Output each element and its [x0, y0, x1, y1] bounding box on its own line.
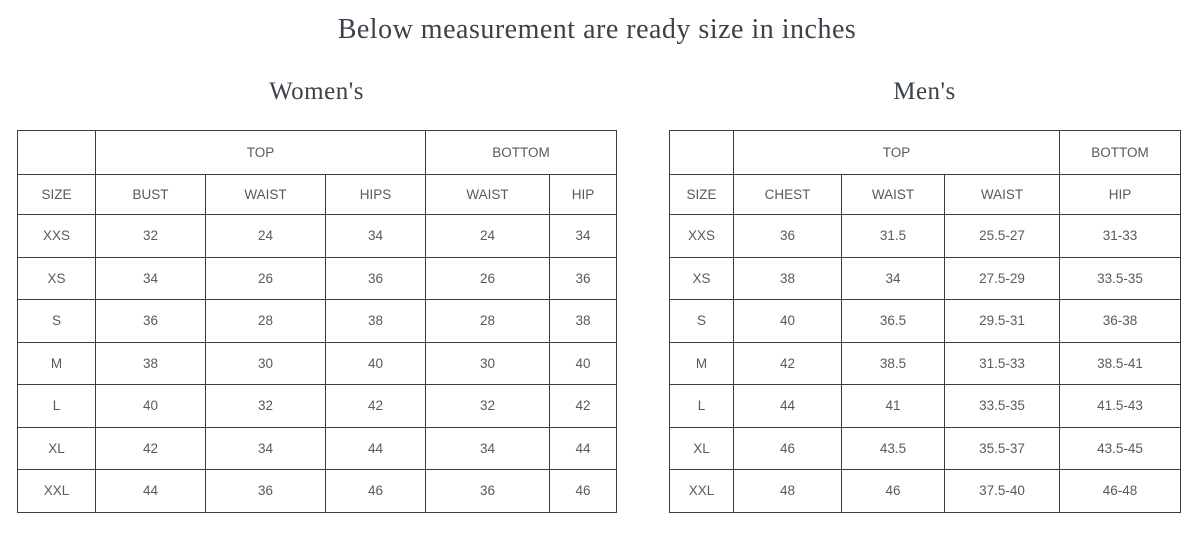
- mens-empty-corner-cell: [670, 131, 734, 175]
- mens-size-table: [669, 130, 1181, 513]
- table-row: [670, 342, 1181, 385]
- value-cell: 34: [550, 215, 617, 258]
- womens-col-bust: BUST: [96, 175, 206, 215]
- value-cell: 36: [426, 470, 550, 513]
- value-cell: 24: [206, 215, 326, 258]
- womens-empty-corner-cell: [18, 131, 96, 175]
- womens-bottom-group-header: BOTTOM: [426, 131, 617, 175]
- womens-col-hip: HIP: [550, 175, 617, 215]
- value-cell: 43.5-45: [1060, 427, 1181, 470]
- value-cell: 33.5-35: [1060, 257, 1181, 300]
- size-cell: XXL: [18, 470, 96, 513]
- value-cell: 36: [206, 470, 326, 513]
- table-row: [670, 427, 1181, 470]
- value-cell: 46: [734, 427, 842, 470]
- value-cell: 26: [426, 257, 550, 300]
- value-cell: 41.5-43: [1060, 385, 1181, 428]
- value-cell: 35.5-37: [945, 427, 1060, 470]
- value-cell: 31.5-33: [945, 342, 1060, 385]
- size-cell: XXS: [670, 215, 734, 258]
- mens-col-waist-bottom: WAIST: [945, 175, 1060, 215]
- mens-top-group-header: TOP: [734, 131, 1060, 175]
- value-cell: 43.5: [842, 427, 945, 470]
- page-title: Below measurement are ready size in inches: [337, 14, 857, 45]
- mens-col-size: SIZE: [670, 175, 734, 215]
- table-row: [18, 300, 617, 343]
- size-cell: L: [18, 385, 96, 428]
- value-cell: 48: [734, 470, 842, 513]
- table-row: [18, 342, 617, 385]
- value-cell: 30: [206, 342, 326, 385]
- value-cell: 38.5: [842, 342, 945, 385]
- value-cell: 40: [326, 342, 426, 385]
- size-cell: L: [670, 385, 734, 428]
- value-cell: 29.5-31: [945, 300, 1060, 343]
- value-cell: 30: [426, 342, 550, 385]
- value-cell: 37.5-40: [945, 470, 1060, 513]
- table-row: [18, 427, 617, 470]
- value-cell: 38: [326, 300, 426, 343]
- value-cell: 34: [426, 427, 550, 470]
- value-cell: 36: [550, 257, 617, 300]
- value-cell: 41: [842, 385, 945, 428]
- value-cell: 38: [734, 257, 842, 300]
- value-cell: 32: [96, 215, 206, 258]
- womens-size-table: [17, 130, 617, 513]
- table-row: [670, 215, 1181, 258]
- value-cell: 36.5: [842, 300, 945, 343]
- table-row: [670, 385, 1181, 428]
- value-cell: 34: [206, 427, 326, 470]
- table-row: [670, 300, 1181, 343]
- womens-group-header-row: [18, 131, 617, 175]
- value-cell: 25.5-27: [945, 215, 1060, 258]
- womens-top-group-header: TOP: [96, 131, 426, 175]
- value-cell: 38: [550, 300, 617, 343]
- value-cell: 46: [326, 470, 426, 513]
- table-row: [18, 470, 617, 513]
- mens-col-chest: CHEST: [734, 175, 842, 215]
- size-cell: M: [18, 342, 96, 385]
- value-cell: 42: [550, 385, 617, 428]
- value-cell: 32: [426, 385, 550, 428]
- value-cell: 38: [96, 342, 206, 385]
- womens-column-header-row: [18, 175, 617, 215]
- value-cell: 24: [426, 215, 550, 258]
- value-cell: 44: [734, 385, 842, 428]
- value-cell: 31-33: [1060, 215, 1181, 258]
- womens-col-waist-bottom: WAIST: [426, 175, 550, 215]
- value-cell: 34: [842, 257, 945, 300]
- womens-col-waist-top: WAIST: [206, 175, 326, 215]
- value-cell: 33.5-35: [945, 385, 1060, 428]
- size-cell: XXL: [670, 470, 734, 513]
- size-cell: XL: [18, 427, 96, 470]
- value-cell: 34: [96, 257, 206, 300]
- value-cell: 46-48: [1060, 470, 1181, 513]
- value-cell: 38.5-41: [1060, 342, 1181, 385]
- value-cell: 36-38: [1060, 300, 1181, 343]
- size-cell: XS: [18, 257, 96, 300]
- womens-col-hips: HIPS: [326, 175, 426, 215]
- value-cell: 28: [206, 300, 326, 343]
- value-cell: 28: [426, 300, 550, 343]
- size-cell: M: [670, 342, 734, 385]
- value-cell: 44: [96, 470, 206, 513]
- value-cell: 36: [734, 215, 842, 258]
- mens-col-waist-top: WAIST: [842, 175, 945, 215]
- mens-group-header-row: [670, 131, 1181, 175]
- mens-bottom-group-header: BOTTOM: [1060, 131, 1181, 175]
- value-cell: 31.5: [842, 215, 945, 258]
- value-cell: 44: [550, 427, 617, 470]
- value-cell: 44: [326, 427, 426, 470]
- value-cell: 26: [206, 257, 326, 300]
- value-cell: 42: [326, 385, 426, 428]
- table-row: [18, 257, 617, 300]
- value-cell: 36: [96, 300, 206, 343]
- size-cell: XL: [670, 427, 734, 470]
- value-cell: 34: [326, 215, 426, 258]
- table-row: [670, 470, 1181, 513]
- value-cell: 42: [734, 342, 842, 385]
- value-cell: 46: [842, 470, 945, 513]
- size-cell: S: [670, 300, 734, 343]
- size-cell: XS: [670, 257, 734, 300]
- value-cell: 32: [206, 385, 326, 428]
- mens-col-hip: HIP: [1060, 175, 1181, 215]
- value-cell: 46: [550, 470, 617, 513]
- size-cell: XXS: [18, 215, 96, 258]
- value-cell: 40: [96, 385, 206, 428]
- size-cell: S: [18, 300, 96, 343]
- table-row: [670, 257, 1181, 300]
- table-row: [18, 215, 617, 258]
- table-row: [18, 385, 617, 428]
- value-cell: 27.5-29: [945, 257, 1060, 300]
- value-cell: 36: [326, 257, 426, 300]
- womens-section-heading: Women's: [269, 78, 364, 105]
- mens-column-header-row: [670, 175, 1181, 215]
- value-cell: 42: [96, 427, 206, 470]
- mens-section-heading: Men's: [893, 78, 956, 105]
- value-cell: 40: [734, 300, 842, 343]
- womens-col-size: SIZE: [18, 175, 96, 215]
- value-cell: 40: [550, 342, 617, 385]
